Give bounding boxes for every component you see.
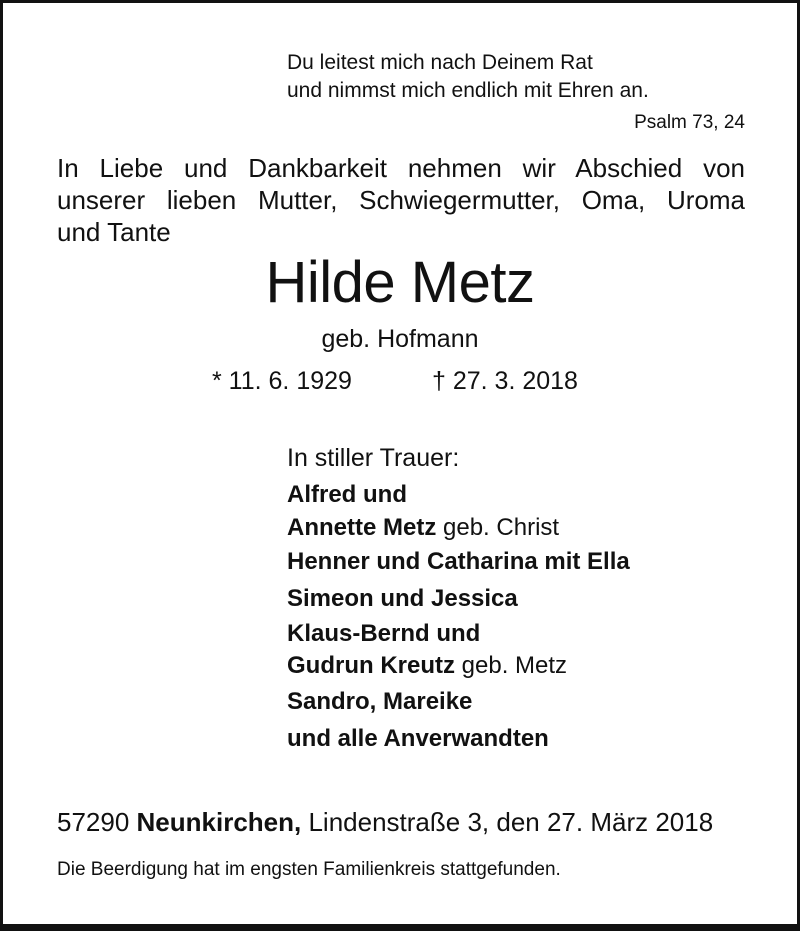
mourner-name: und alle Anverwandten xyxy=(287,725,549,752)
intro-line-2: unserer lieben Mutter, Schwiegermutter, Oma, Uroma xyxy=(57,185,745,215)
funeral-note: Die Beerdigung hat im engsten Familienkreis stattgefunden. xyxy=(57,859,561,880)
maiden-name: geb. Hofmann xyxy=(321,325,479,353)
mourner-line xyxy=(287,587,518,611)
birth-date: * 11. 6. 1929 xyxy=(212,367,352,395)
mourner-name: Alfred und xyxy=(287,481,407,508)
mourner-line xyxy=(287,516,559,540)
town: Neunkirchen, xyxy=(136,807,302,837)
mourner-name: Annette Metz xyxy=(287,514,437,541)
mourner-line xyxy=(287,654,567,678)
postal-code: 57290 xyxy=(57,807,137,837)
mourner-name: Henner und Catharina mit Ella xyxy=(287,548,630,575)
death-date: † 27. 3. 2018 xyxy=(432,367,578,395)
mourner-name: Klaus-Bernd und xyxy=(287,620,481,647)
intro-line-1: In Liebe und Dankbarkeit nehmen wir Abschied von xyxy=(57,153,745,183)
mourner-name: Simeon und Jessica xyxy=(287,585,518,612)
mourner-line xyxy=(287,690,472,714)
address-line xyxy=(57,809,713,835)
mourner-line xyxy=(287,550,630,574)
intro-line-3: und Tante xyxy=(57,217,171,247)
verse-line-2: und nimmst mich endlich mit Ehren an. xyxy=(287,79,649,102)
mourner-name: Sandro, Mareike xyxy=(287,688,473,715)
mourner-detail: geb. Christ xyxy=(436,514,560,541)
mourner-line xyxy=(287,483,407,507)
mourner-name: Gudrun Kreutz xyxy=(287,652,455,679)
deceased-name: Hilde Metz xyxy=(265,250,535,315)
verse-reference: Psalm 73, 24 xyxy=(634,112,745,133)
verse-line-1: Du leitest mich nach Deinem Rat xyxy=(287,51,593,74)
mourner-detail: geb. Metz xyxy=(455,652,568,679)
mourners-heading: In stiller Trauer: xyxy=(287,444,460,472)
mourner-line xyxy=(287,622,480,646)
mourner-line xyxy=(287,727,549,751)
address-date: Lindenstraße 3, den 27. März 2018 xyxy=(301,807,714,837)
